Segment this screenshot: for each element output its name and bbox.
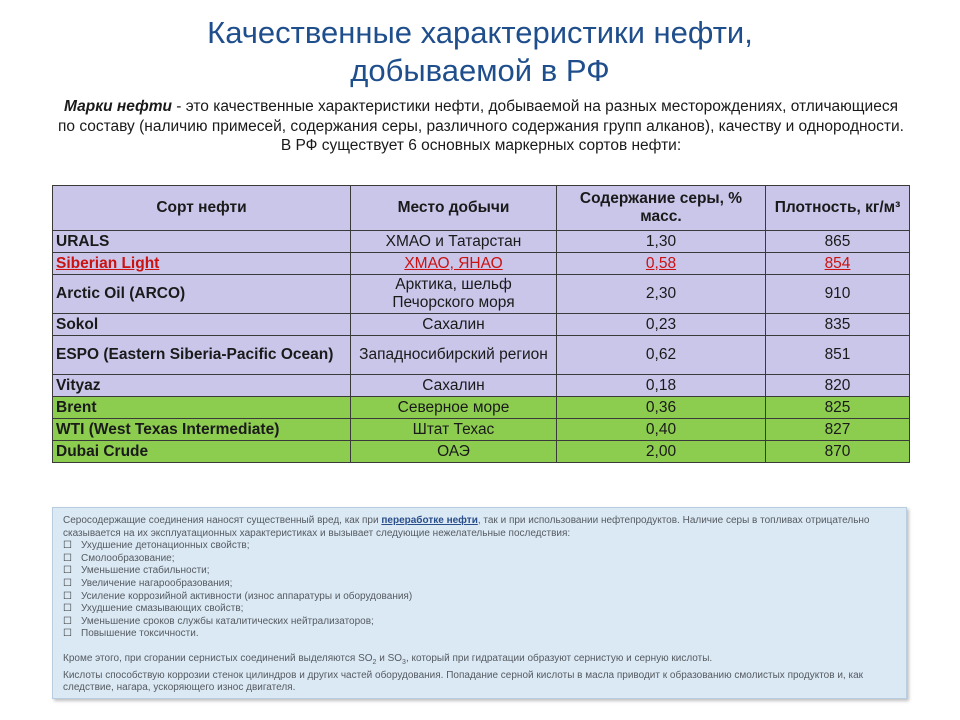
note-subscript: 2 bbox=[372, 658, 377, 666]
grade-place: Штат Техас bbox=[351, 419, 557, 441]
list-item: ☐ Смолообразование; bbox=[63, 553, 894, 566]
header-place: Место добычи bbox=[351, 186, 557, 231]
intro-text: - это качественные характеристики нефти, добываемой на разных месторождениях, отличающиеся по составу (наличию примесей, содержания серы, различного содержания групп алканов), качеству и однородности. В РФ существует 6 основных маркерных сортов нефти: bbox=[58, 98, 904, 154]
note-paragraph-1 bbox=[63, 515, 894, 540]
grade-name: Dubai Crude bbox=[53, 441, 351, 463]
note-paragraph-2 bbox=[63, 653, 894, 670]
list-item: ☐ Уменьшение сроков службы каталитических нейтрализаторов; bbox=[63, 616, 894, 629]
list-item: ☐ Усиление коррозийной активности (износ аппаратуры и оборудования) bbox=[63, 591, 894, 604]
grade-place: ОАЭ bbox=[351, 441, 557, 463]
grade-name: Sokol bbox=[53, 314, 351, 336]
grade-sulfur: 0,62 bbox=[557, 336, 766, 375]
header-grade: Сорт нефти bbox=[53, 186, 351, 231]
grade-density: 865 bbox=[766, 231, 910, 253]
grade-sulfur-link[interactable]: 0,58 bbox=[557, 253, 766, 275]
grade-name-link[interactable]: Siberian Light bbox=[53, 253, 351, 275]
note-text: , так и при использовании нефтепродуктов. Наличие серы в топливах отрицательно сказывается на их эксплуатационных характеристиках и вызывает следующие нежелательные последствия: bbox=[63, 515, 870, 539]
intro-paragraph bbox=[55, 97, 907, 156]
grade-density: 825 bbox=[766, 397, 910, 419]
grade-sulfur: 0,23 bbox=[557, 314, 766, 336]
effects-list bbox=[63, 540, 894, 641]
grade-sulfur: 0,18 bbox=[557, 375, 766, 397]
table-header-row bbox=[53, 186, 910, 231]
grade-density: 870 bbox=[766, 441, 910, 463]
note-text: Серосодержащие соединения наносят существенный вред, как при bbox=[63, 515, 382, 526]
sulfur-effects-note bbox=[52, 507, 907, 699]
note-paragraph-3: Кислоты способствую коррозии стенок цилиндров и других частей оборудования. Попадание серной кислоты в масла приводит к образованию смолистых продуктов и, как следствие, нагара, ускоряющего износ двигателя. bbox=[63, 669, 863, 694]
grade-sulfur: 2,00 bbox=[557, 441, 766, 463]
grade-density: 910 bbox=[766, 275, 910, 314]
grade-name: WTI (West Texas Intermediate) bbox=[53, 419, 351, 441]
grade-place-link[interactable]: ХМАО, ЯНАО bbox=[351, 253, 557, 275]
table-row bbox=[53, 419, 910, 441]
grade-name: URALS bbox=[53, 231, 351, 253]
note-text: и SO bbox=[376, 652, 403, 664]
grade-place: ХМАО и Татарстан bbox=[351, 231, 557, 253]
grade-density: 835 bbox=[766, 314, 910, 336]
note-text: , который при гидратации образуют сернистую и серную кислоты. bbox=[405, 652, 713, 664]
grade-density-link[interactable]: 854 bbox=[766, 253, 910, 275]
list-item: ☐ Уменьшение стабильности; bbox=[63, 565, 894, 578]
grade-density: 827 bbox=[766, 419, 910, 441]
grade-place: Западносибирский регион bbox=[351, 336, 557, 375]
grade-sulfur: 0,36 bbox=[557, 397, 766, 419]
list-item: ☐ Увеличение нагарообразования; bbox=[63, 578, 894, 591]
table-row bbox=[53, 253, 910, 275]
header-sulfur: Содержание серы, % масс. bbox=[557, 186, 766, 231]
oil-grades-table bbox=[52, 185, 910, 463]
header-density: Плотность, кг/м³ bbox=[766, 186, 910, 231]
intro-term: Марки нефти bbox=[64, 98, 172, 115]
table-row bbox=[53, 441, 910, 463]
oil-refining-link[interactable]: переработке нефти bbox=[381, 515, 478, 526]
grade-name: ESPO (Eastern Siberia-Pacific Ocean) bbox=[53, 336, 351, 375]
grade-place: Сахалин bbox=[351, 375, 557, 397]
grade-sulfur: 2,30 bbox=[557, 275, 766, 314]
slide-title-line2: добываемой в РФ bbox=[350, 53, 610, 88]
table-row bbox=[53, 397, 910, 419]
list-item: ☐ Ухудшение детонационных свойств; bbox=[63, 540, 894, 553]
table-row bbox=[53, 314, 910, 336]
table-row bbox=[53, 275, 910, 314]
slide-title-line1: Качественные характеристики нефти, bbox=[207, 15, 753, 50]
grade-density: 851 bbox=[766, 336, 910, 375]
list-item: ☐ Ухудшение смазывающих свойств; bbox=[63, 603, 894, 616]
grade-name: Brent bbox=[53, 397, 351, 419]
table-row bbox=[53, 375, 910, 397]
grade-sulfur: 1,30 bbox=[557, 231, 766, 253]
grade-place: Арктика, шельф Печорского моря bbox=[351, 275, 557, 314]
list-item: ☐ Повышение токсичности. bbox=[63, 628, 894, 641]
grade-sulfur: 0,40 bbox=[557, 419, 766, 441]
table-row bbox=[53, 336, 910, 375]
grade-place: Сахалин bbox=[351, 314, 557, 336]
grade-name: Vityaz bbox=[53, 375, 351, 397]
slide-title bbox=[0, 14, 960, 90]
note-subscript: 3 bbox=[402, 658, 406, 666]
table-row bbox=[53, 231, 910, 253]
grade-density: 820 bbox=[766, 375, 910, 397]
grade-name: Arctic Oil (ARCO) bbox=[53, 275, 351, 314]
grade-place: Северное море bbox=[351, 397, 557, 419]
note-text: Кроме этого, при сгорании сернистых соединений выделяются SO bbox=[63, 652, 373, 664]
